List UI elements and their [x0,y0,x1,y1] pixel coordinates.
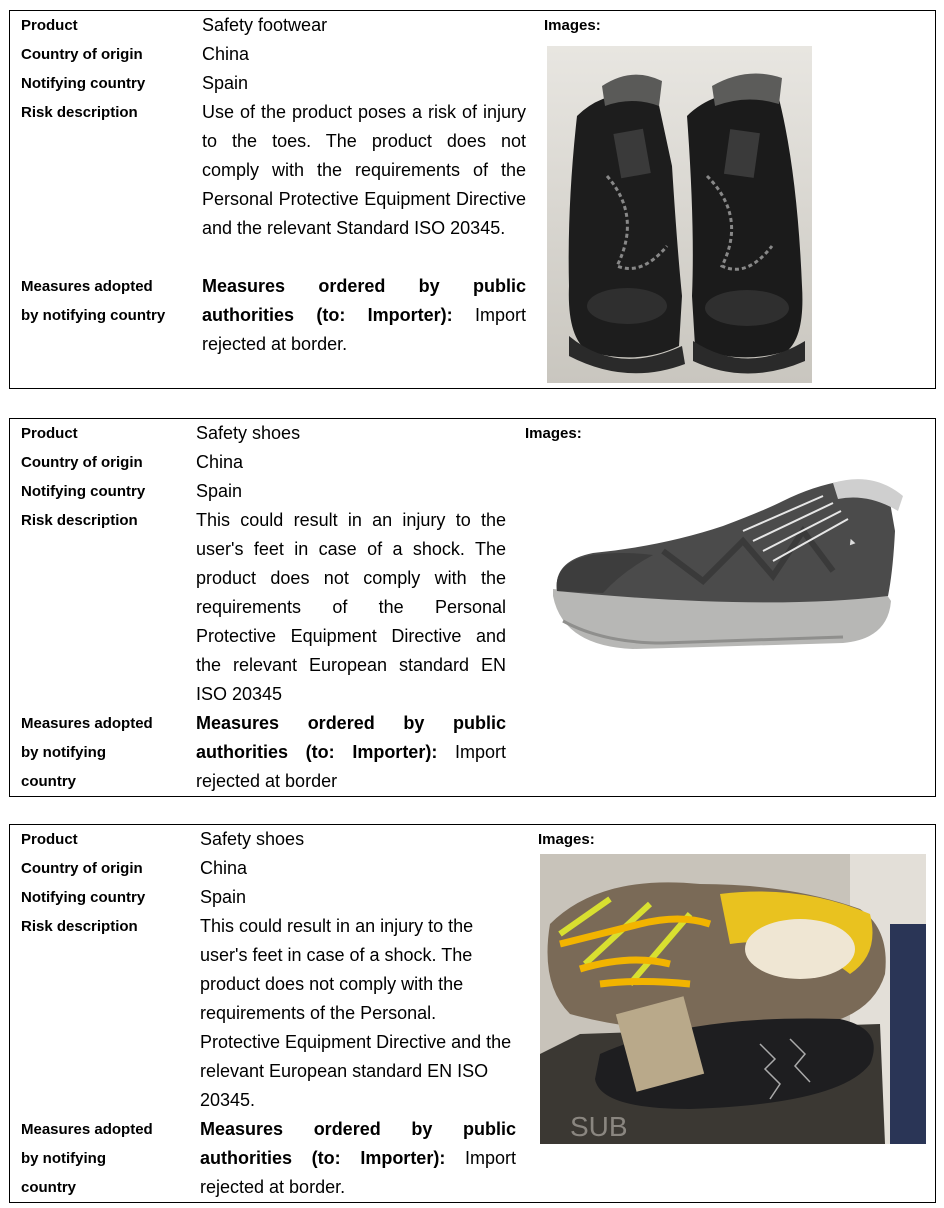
risk-description-label: Risk description [21,918,138,935]
product-photo-shoe-grey [543,471,918,666]
record-card-3 [9,824,936,1203]
measures-label-line1: Measures adopted [21,1121,153,1138]
product-value: Safety shoes [196,423,301,443]
measures-label-line1: Measures adopted [21,278,153,295]
measures-label-line3: country [21,773,77,790]
measures-text: Import rejected at border. [202,305,526,354]
measures-value [200,1115,516,1202]
country-of-origin-value: China [202,44,250,64]
boots-image [547,46,812,383]
measures-text: Import rejected at border. [200,1148,517,1197]
images-label: Images: [538,831,595,848]
measures-bold-text: Measures ordered by public authorities (to: Importer): [200,1119,516,1168]
product-photo-boots [547,46,812,383]
notifying-country-label: Notifying country [21,75,146,92]
measures-text: Import rejected at border [196,742,507,791]
measures-label-line2: by notifying [21,1150,106,1167]
measures-label-line1: Measures adopted [21,715,153,732]
country-of-origin-value: China [200,858,248,878]
measures-value [202,272,526,359]
product-value: Safety shoes [200,829,305,849]
risk-description-value: This could result in an injury to the user's feet in case of a shock. The product does not comply with the requirements of the Personal Protective Equipment Directive and the relevant European standard EN ISO 20345 [196,510,506,704]
product-label: Product [21,17,78,34]
country-of-origin-label: Country of origin [21,46,143,63]
product-photo-shoe-yellow [540,854,926,1144]
record-card-1 [9,10,936,389]
record-card-2 [9,418,936,797]
risk-description-label: Risk description [21,104,138,121]
measures-bold-text: Measures ordered by public authorities (to: Importer): [196,713,506,762]
measures-bold-text: Measures ordered by public authorities (to: Importer): [202,276,526,325]
measures-label-line2: by notifying country [21,307,166,324]
risk-description-value: Use of the product poses a risk of injury to the toes. The product does not comply with the requirements of the Personal Protective Equipment Directive and the relevant Standard ISO 20345. [202,102,526,238]
risk-description-value: This could result in an injury to the user's feet in case of a shock. The product does not comply with the requirements of the Personal. Protective Equipment Directive and the relevant European standard EN ISO 20345. [200,916,512,1110]
product-value: Safety footwear [202,15,328,35]
notifying-country-value: Spain [196,481,243,501]
notifying-country-value: Spain [200,887,247,907]
svg-text:▲: ▲ [845,535,859,549]
measures-label-line2: by notifying [21,744,106,761]
yellow-shoe-image [540,854,926,1144]
images-label: Images: [544,17,601,34]
product-label: Product [21,831,78,848]
product-label: Product [21,425,78,442]
notifying-country-label: Notifying country [21,483,146,500]
country-of-origin-value: China [196,452,244,472]
images-label: Images: [525,425,582,442]
risk-description-label: Risk description [21,512,138,529]
measures-label-line3: country [21,1179,77,1196]
notifying-country-value: Spain [202,73,249,93]
grey-shoe-image [543,471,918,666]
country-of-origin-label: Country of origin [21,454,143,471]
svg-text:SUB: SUB [570,1111,628,1142]
measures-value [196,709,506,796]
country-of-origin-label: Country of origin [21,860,143,877]
notifying-country-label: Notifying country [21,889,146,906]
